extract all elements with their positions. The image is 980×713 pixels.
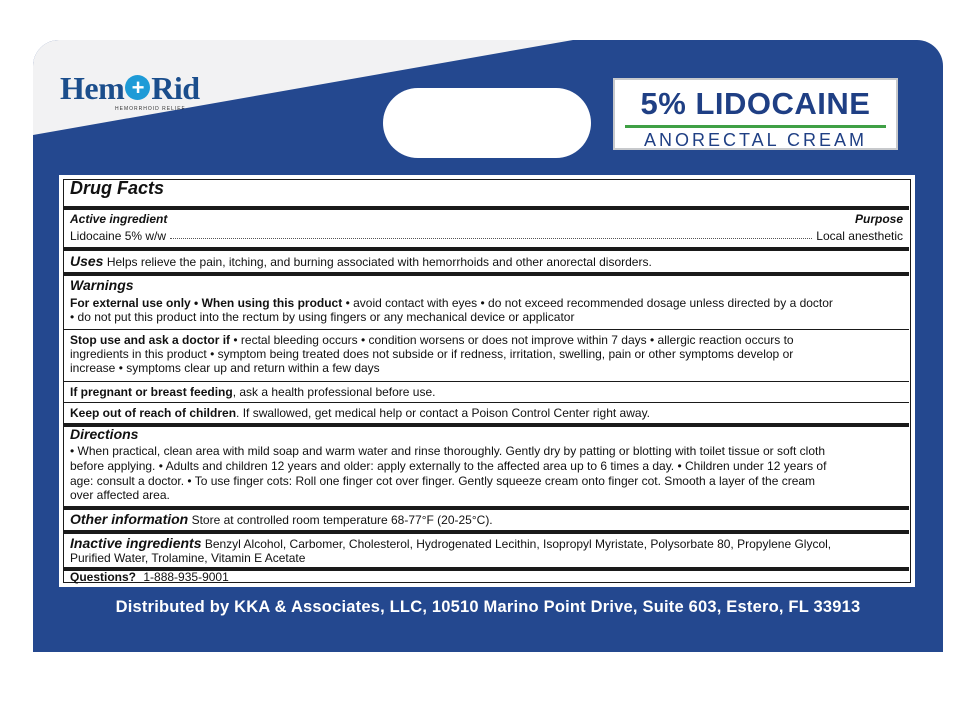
stop-use-section: Stop use and ask a doctor if • rectal bleeding occurs • condition worsens or does not improve within 7 days • allergic reaction occurs to ingredients in this product • symptom being treated does not subside or if redness, irritation, swelling, pain or other symptoms develop or increase • symptoms clear up and return within a few days xyxy=(70,333,794,375)
other-information-section: Other information Store at controlled room temperature 68-77°F (20-25°C). xyxy=(70,511,493,527)
divider-thick xyxy=(64,247,909,251)
leader-dots xyxy=(170,238,812,239)
pregnancy-section: If pregnant or breast feeding, ask a health professional before use. xyxy=(70,385,436,399)
divider-thick xyxy=(64,506,909,510)
green-divider xyxy=(625,125,886,128)
product-box-back xyxy=(33,40,943,652)
distributor-line: Distributed by KKA & Associates, LLC, 10510 Marino Point Drive, Suite 603, Estero, FL 33913 xyxy=(115,598,861,616)
logo-text-rid: Rid xyxy=(151,70,200,106)
divider-thick xyxy=(64,206,909,210)
drug-facts-panel xyxy=(59,175,915,587)
warning-external-use: For external use only • When using this product • avoid contact with eyes • do not exceed recommended dosage unless directed by a doctor • do not put this product into the rectum by using fingers or any mechanical device or applicator xyxy=(70,296,833,324)
hang-hole xyxy=(383,88,591,158)
drug-facts-title: Drug Facts xyxy=(70,178,165,198)
product-form: ANORECTAL CREAM xyxy=(643,130,868,150)
divider-thick xyxy=(64,530,909,534)
uses-section: Uses Helps relieve the pain, itching, and burning associated with hemorrhoids and other anorectal disorders. xyxy=(70,253,652,269)
drug-facts-border xyxy=(63,179,911,583)
product-strength: 5% LIDOCAINE xyxy=(640,86,871,121)
questions-section: Questions? 1-888-935-9001 xyxy=(70,570,229,584)
directions-text: • When practical, clean area with mild soap and warm water and rinse thoroughly. Gently dry by patting or blotting with toilet tissue or soft cloth before applying. • Adults and children 12 years and older: apply externally to the affected area up to 6 times a day. • Children under 12 years of age: consult a doctor. • To use finger cots: Roll one finger cot over finger. Gently squeeze cream onto finger cot. Smooth a layer of the cream over affected area. xyxy=(70,444,827,503)
divider xyxy=(64,381,909,382)
purpose-value: Local anesthetic xyxy=(816,229,903,243)
cross-icon: + xyxy=(125,75,150,100)
divider-thick xyxy=(64,272,909,276)
keep-out-of-reach-section: Keep out of reach of children. If swallowed, get medical help or contact a Poison Control Center right away. xyxy=(70,406,651,420)
questions-phone: 1-888-935-9001 xyxy=(143,570,229,584)
active-header-row xyxy=(64,212,909,226)
purpose-label: Purpose xyxy=(854,212,903,226)
brand-logo xyxy=(60,70,200,107)
active-ingredient-value: Lidocaine 5% w/w xyxy=(70,229,167,243)
warnings-heading: Warnings xyxy=(70,277,134,293)
active-ingredient-label: Active ingredient xyxy=(70,212,168,226)
divider xyxy=(64,329,909,330)
product-name-box xyxy=(613,78,898,150)
active-ingredient-row xyxy=(64,229,909,243)
logo-tagline: HEMORRHOID RELIEF xyxy=(115,106,186,112)
inactive-ingredients-section: Inactive ingredients Benzyl Alcohol, Carbomer, Cholesterol, Hydrogenated Lecithin, Isopropyl Myristate, Polysorbate 80, Propylene Glycol, Purified Water, Trolamine, Vitamin E Acetate xyxy=(70,535,832,565)
logo-text-hem: Hem xyxy=(60,70,125,106)
directions-heading: Directions xyxy=(70,426,139,442)
divider xyxy=(64,402,909,403)
